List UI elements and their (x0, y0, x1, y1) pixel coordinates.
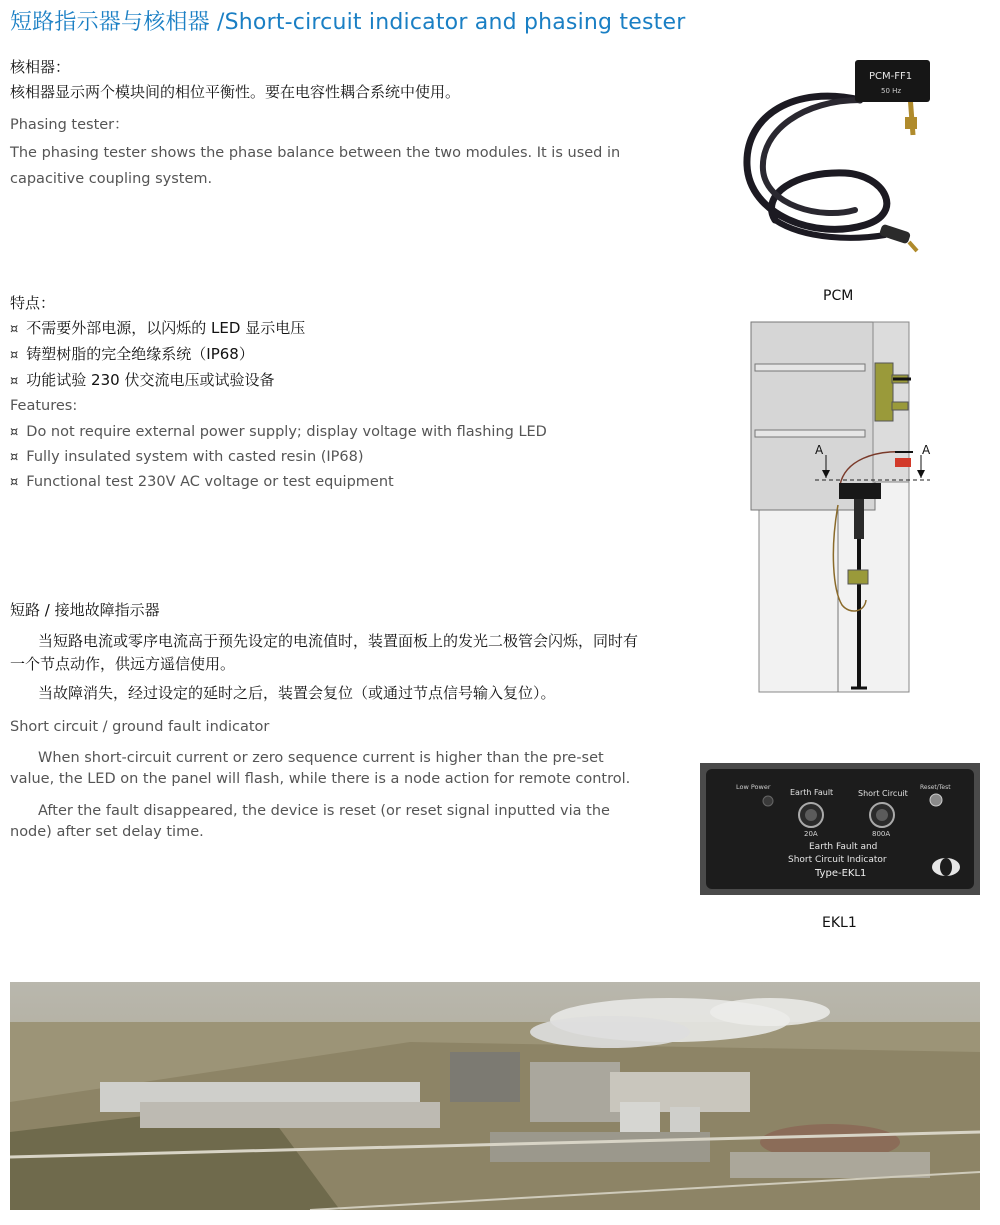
short-circuit-en-p1: When short-circuit current or zero sequence current is higher than the pre-set value, the LED on the panel will flash, while there is a node action for remote control. (10, 750, 631, 787)
ekl1-reset-test-label: Reset/Test (920, 784, 951, 791)
phasing-zh-heading: 核相器： (10, 58, 71, 76)
ekl1-low-power-label: Low Power (736, 783, 771, 791)
ekl1-short-circuit-label: Short Circuit (858, 789, 908, 798)
diagram-label-a-left: A (815, 443, 824, 457)
phasing-zh-text: 核相器显示两个模块间的相位平衡性。要在电容性耦合系统中使用。 (10, 83, 461, 101)
features-zh-item: ¤ 不需要外部电源，以闪烁的 LED 显示电压 (10, 318, 660, 340)
phasing-en-heading: Phasing tester： (10, 117, 129, 133)
phasing-en-text: The phasing tester shows the phase balance between the two modules. It is used in capacitive coupling system. (10, 145, 621, 187)
features-en-item: ¤ Do not require external power supply; display voltage with flashing LED (10, 422, 660, 443)
short-circuit-zh-p2: 当故障消失，经过设定的延时之后，装置会复位（或通过节点信号输入复位）。 (38, 684, 556, 702)
features-en-item: ¤ Functional test 230V AC voltage or test equipment (10, 472, 660, 493)
features-zh-item: ¤ 铸塑树脂的完全绝缘系统（IP68） (10, 344, 660, 366)
ekl1-caption: EKL1 (822, 915, 857, 931)
installation-diagram (745, 320, 940, 695)
ekl1-earth-fault-label: Earth Fault (790, 788, 834, 797)
short-circuit-zh-p1: 当短路电流或零序电流高于预先设定的电流值时，装置面板上的发光二极管会闪烁，同时有一个节点动作，供远方遥信使用。 (10, 632, 639, 673)
diagram-label-a-right: A (922, 443, 931, 457)
pcm-product-image (735, 55, 945, 270)
short-circuit-en-heading: Short circuit / ground fault indicator (10, 719, 270, 735)
ekl1-name-line1: Earth Fault and (809, 842, 878, 852)
short-circuit-zh-heading: 短路 / 接地故障指示器 (10, 601, 160, 619)
features-en-item: ¤ Fully insulated system with casted resin (IP68) (10, 447, 660, 468)
pcm-label-model: PCM-FF1 (869, 71, 913, 82)
ekl1-type: Type-EKL1 (815, 868, 867, 879)
short-circuit-en-p2: After the fault disappeared, the device is reset (or reset signal inputted via the node) after set delay time. (10, 803, 610, 840)
ekl1-product-image (700, 763, 980, 895)
ekl1-short-circuit-value: 800A (872, 830, 891, 838)
ekl1-earth-fault-value: 20A (804, 830, 818, 838)
features-zh-item: ¤ 功能试验 230 伏交流电压或试验设备 (10, 370, 660, 392)
pcm-caption: PCM (823, 288, 854, 304)
ekl1-name-line2: Short Circuit Indicator (788, 855, 887, 865)
industrial-plant-photo (10, 982, 980, 1210)
pcm-label-freq: 50 Hz (881, 87, 902, 95)
features-en-heading: Features: (10, 398, 78, 414)
features-zh-heading: 特点： (10, 294, 56, 312)
page-title: 短路指示器与核相器 /Short-circuit indicator and phasing tester (10, 10, 686, 35)
